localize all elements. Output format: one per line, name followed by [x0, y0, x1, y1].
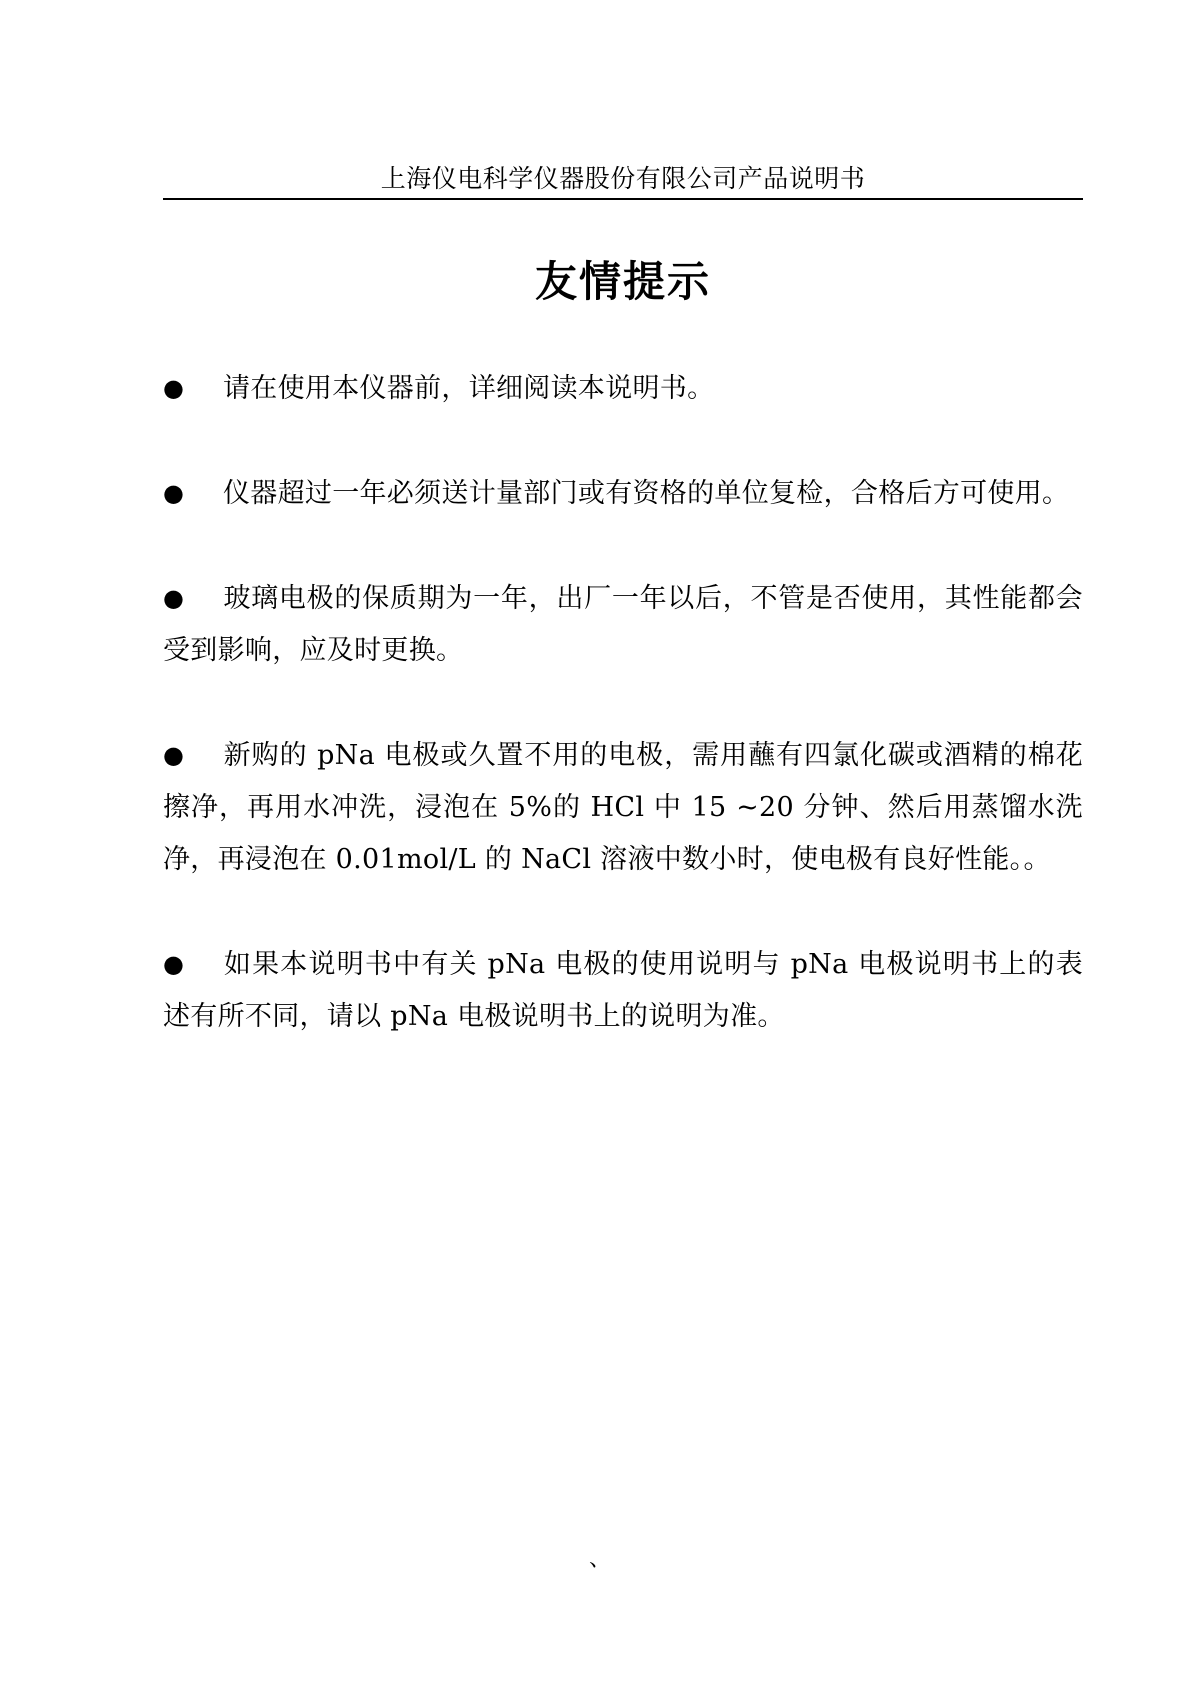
notice-text: 玻璃电极的保质期为一年，出厂一年以后，不管是否使用，其性能都会受到影响，应及时更换。	[163, 583, 1083, 666]
notice-text: 请在使用本仪器前，详细阅读本说明书。	[223, 373, 715, 404]
notice-list	[163, 362, 1083, 1095]
document-header: 上海仪电科学仪器股份有限公司产品说明书	[380, 164, 866, 193]
notice-text: 仪器超过一年必须送计量部门或有资格的单位复检，合格后方可使用。	[223, 478, 1070, 509]
notice-item	[163, 362, 1083, 415]
bullet-icon: ●	[163, 479, 185, 507]
footer-mark: 、	[589, 1547, 612, 1572]
notice-text: 如果本说明书中有关 pNa 电极的使用说明与 pNa 电极说明书上的表述有所不同，请以 pNa 电极说明书上的说明为准。	[163, 949, 1083, 1032]
notice-item	[163, 572, 1083, 677]
page-title: 友情提示	[534, 257, 711, 306]
notice-text: 新购的 pNa 电极或久置不用的电极，需用蘸有四氯化碳或酒精的棉花擦净，再用水冲洗，浸泡在 5%的 HCl 中 15 ~20 分钟、然后用蒸馏水洗净，再浸泡在 0.01mol/L 的 NaCl 溶液中数小时，使电极有良好性能。。	[163, 740, 1083, 875]
notice-item	[163, 467, 1083, 520]
header-rule	[163, 198, 1083, 200]
notice-item	[163, 729, 1083, 886]
bullet-icon: ●	[163, 741, 185, 769]
bullet-icon: ●	[163, 950, 185, 978]
bullet-icon: ●	[163, 584, 185, 612]
notice-item	[163, 938, 1083, 1043]
bullet-icon: ●	[163, 374, 185, 402]
